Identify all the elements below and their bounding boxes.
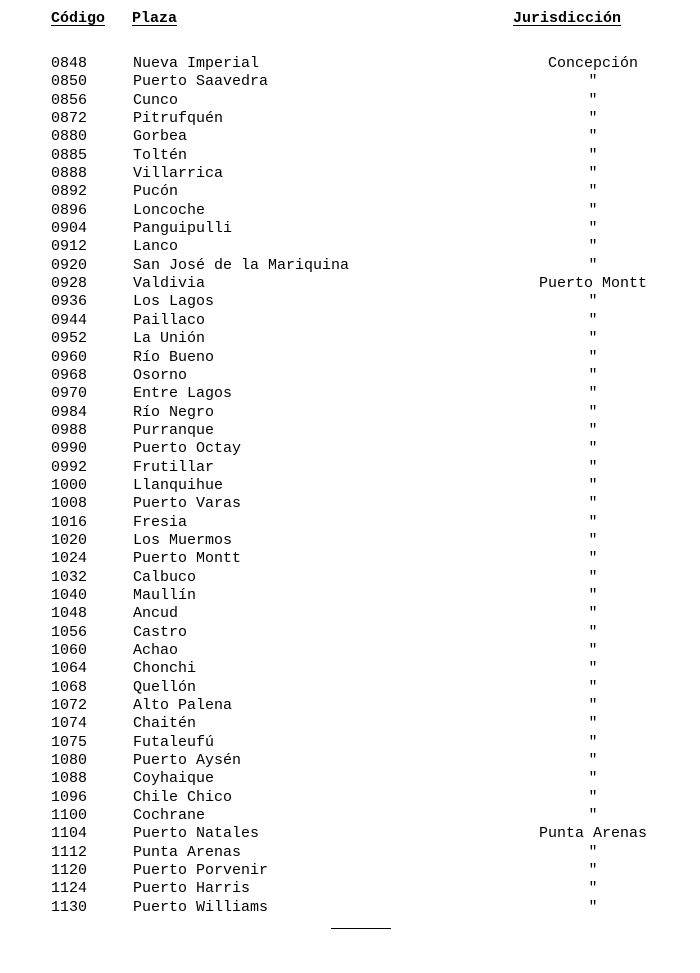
row-code: 0892 <box>51 183 88 201</box>
row-jurisdiction: " <box>588 623 598 641</box>
row-plaza: Maullín <box>133 586 197 604</box>
row-plaza: Pitrufquén <box>133 110 224 128</box>
row-code: 1048 <box>51 605 88 623</box>
row-code: 1040 <box>51 586 88 604</box>
row-plaza: Puerto Montt <box>133 550 242 568</box>
table-row <box>0 697 700 715</box>
row-plaza: Achao <box>133 642 179 659</box>
row-plaza: Río Bueno <box>133 348 215 366</box>
table-row <box>0 349 700 367</box>
row-code: 1020 <box>51 531 88 549</box>
row-jurisdiction: " <box>588 421 598 439</box>
table-row <box>0 477 700 495</box>
row-code: 0960 <box>51 348 88 366</box>
row-jurisdiction: " <box>588 183 598 201</box>
row-plaza: Lanco <box>133 238 179 256</box>
row-plaza: Loncoche <box>133 201 206 219</box>
row-code: 1080 <box>51 752 88 770</box>
table-row <box>0 183 700 201</box>
row-plaza: Valdivia <box>133 275 206 293</box>
row-jurisdiction: " <box>588 862 598 880</box>
row-code: 0872 <box>51 110 88 128</box>
row-plaza: Gorbea <box>133 128 188 146</box>
row-plaza: Río Negro <box>133 403 215 421</box>
row-code: 0936 <box>51 293 88 311</box>
row-jurisdiction: " <box>588 201 598 219</box>
row-code: 0896 <box>51 201 88 219</box>
table-row <box>0 73 700 91</box>
row-plaza: San José de la Mariquina <box>133 256 350 274</box>
row-jurisdiction: " <box>588 660 598 678</box>
table-row <box>0 679 700 697</box>
row-plaza: Ancud <box>133 605 179 623</box>
row-jurisdiction: " <box>588 550 598 568</box>
row-code: 0992 <box>51 458 88 476</box>
footer-rule <box>331 928 391 929</box>
row-plaza: Llanquihue <box>133 476 224 494</box>
row-code: 0888 <box>51 165 88 183</box>
row-jurisdiction: " <box>588 770 598 788</box>
row-code: 1112 <box>51 843 88 861</box>
row-code: 1056 <box>51 623 88 641</box>
table-row <box>0 147 700 165</box>
row-jurisdiction: Punta Arenas <box>538 825 648 843</box>
row-jurisdiction: " <box>588 458 598 476</box>
row-plaza: Castro <box>133 623 188 641</box>
table-row <box>0 165 700 183</box>
table-row <box>0 275 700 293</box>
table-row <box>0 92 700 110</box>
row-jurisdiction: " <box>588 403 598 421</box>
table-row <box>0 642 700 660</box>
row-plaza: Pucón <box>133 183 179 201</box>
table-row <box>0 55 700 73</box>
row-code: 1096 <box>51 788 88 806</box>
table-row <box>0 459 700 477</box>
row-code: 0856 <box>51 91 88 109</box>
row-plaza: Los Lagos <box>133 293 215 311</box>
row-jurisdiction: " <box>588 531 598 549</box>
row-plaza: Toltén <box>133 146 188 164</box>
table-row <box>0 385 700 403</box>
row-jurisdiction: " <box>588 73 598 91</box>
row-plaza: Nueva Imperial <box>133 55 260 72</box>
row-jurisdiction: " <box>588 440 598 458</box>
row-code: 0904 <box>51 220 88 238</box>
row-plaza: Futaleufú <box>133 733 215 751</box>
table-row <box>0 367 700 385</box>
row-code: 0970 <box>51 385 88 403</box>
row-code: 1032 <box>51 568 88 586</box>
row-jurisdiction: " <box>588 311 598 329</box>
row-plaza: Purranque <box>133 421 215 439</box>
table-body <box>0 55 700 917</box>
row-code: 1060 <box>51 642 88 659</box>
row-jurisdiction: " <box>588 128 598 146</box>
table-row <box>0 715 700 733</box>
row-jurisdiction: Concepción <box>547 55 638 72</box>
row-code: 0885 <box>51 146 88 164</box>
row-jurisdiction: " <box>588 715 598 733</box>
row-jurisdiction: " <box>588 788 598 806</box>
table-row <box>0 238 700 256</box>
table-row <box>0 293 700 311</box>
row-code: 1000 <box>51 476 88 494</box>
row-jurisdiction: " <box>588 880 598 898</box>
table-row <box>0 404 700 422</box>
row-code: 0920 <box>51 256 88 274</box>
row-plaza: Calbuco <box>133 568 197 586</box>
row-code: 0850 <box>51 73 88 91</box>
table-row <box>0 220 700 238</box>
table-row <box>0 514 700 532</box>
row-plaza: Puerto Octay <box>133 440 242 458</box>
row-code: 1120 <box>51 862 88 880</box>
table-row <box>0 605 700 623</box>
table-row <box>0 532 700 550</box>
table-row <box>0 862 700 880</box>
table-row <box>0 257 700 275</box>
header-code: Código <box>51 10 106 27</box>
row-code: 1024 <box>51 550 88 568</box>
row-code: 0968 <box>51 366 88 384</box>
row-jurisdiction: " <box>588 495 598 513</box>
table-row <box>0 807 700 825</box>
table-row <box>0 330 700 348</box>
row-plaza: Punta Arenas <box>133 843 242 861</box>
table-row <box>0 624 700 642</box>
table-row <box>0 770 700 788</box>
row-plaza: Paillaco <box>133 311 206 329</box>
row-code: 0988 <box>51 421 88 439</box>
row-jurisdiction: " <box>588 586 598 604</box>
row-code: 1074 <box>51 715 88 733</box>
row-plaza: Coyhaique <box>133 770 215 788</box>
row-plaza: Fresia <box>133 513 188 531</box>
row-code: 1016 <box>51 513 88 531</box>
table-row <box>0 569 700 587</box>
table-row <box>0 660 700 678</box>
row-plaza: Puerto Porvenir <box>133 862 269 880</box>
row-code: 0952 <box>51 330 88 348</box>
row-jurisdiction: " <box>588 91 598 109</box>
header-plaza: Plaza <box>132 10 178 27</box>
row-code: 1064 <box>51 660 88 678</box>
row-code: 1130 <box>51 898 88 916</box>
row-code: 1072 <box>51 697 88 715</box>
row-jurisdiction: " <box>588 476 598 494</box>
row-plaza: Puerto Saavedra <box>133 73 269 91</box>
row-code: 0848 <box>51 55 88 72</box>
row-plaza: Puerto Williams <box>133 898 269 916</box>
row-code: 1008 <box>51 495 88 513</box>
table-row <box>0 789 700 807</box>
row-plaza: Osorno <box>133 366 188 384</box>
table-row <box>0 752 700 770</box>
row-code: 0984 <box>51 403 88 421</box>
row-plaza: La Unión <box>133 330 206 348</box>
row-code: 0912 <box>51 238 88 256</box>
row-plaza: Puerto Natales <box>133 825 260 843</box>
table-row <box>0 128 700 146</box>
row-code: 0944 <box>51 311 88 329</box>
table-row <box>0 587 700 605</box>
row-plaza: Cochrane <box>133 807 206 825</box>
row-jurisdiction: " <box>588 256 598 274</box>
row-code: 0928 <box>51 275 88 293</box>
row-jurisdiction: " <box>588 605 598 623</box>
row-code: 0990 <box>51 440 88 458</box>
row-code: 1124 <box>51 880 88 898</box>
row-jurisdiction: " <box>588 898 598 916</box>
row-jurisdiction: " <box>588 807 598 825</box>
row-plaza: Cunco <box>133 91 179 109</box>
row-jurisdiction: " <box>588 697 598 715</box>
row-code: 0880 <box>51 128 88 146</box>
row-plaza: Villarrica <box>133 165 224 183</box>
table-row <box>0 312 700 330</box>
row-jurisdiction: " <box>588 733 598 751</box>
row-jurisdiction: " <box>588 220 598 238</box>
row-jurisdiction: Puerto Montt <box>538 275 648 293</box>
table-row <box>0 495 700 513</box>
row-code: 1075 <box>51 733 88 751</box>
row-plaza: Los Muermos <box>133 531 233 549</box>
table-row <box>0 110 700 128</box>
row-code: 1104 <box>51 825 88 843</box>
row-plaza: Alto Palena <box>133 697 233 715</box>
row-jurisdiction: " <box>588 110 598 128</box>
table-row <box>0 825 700 843</box>
row-plaza: Chonchi <box>133 660 197 678</box>
table-row <box>0 550 700 568</box>
row-code: 1068 <box>51 678 88 696</box>
table-row <box>0 844 700 862</box>
row-plaza: Puerto Varas <box>133 495 242 513</box>
row-jurisdiction: " <box>588 385 598 403</box>
row-code: 1100 <box>51 807 88 825</box>
row-jurisdiction: " <box>588 348 598 366</box>
row-code: 1088 <box>51 770 88 788</box>
row-jurisdiction: " <box>588 330 598 348</box>
row-plaza: Panguipulli <box>133 220 233 238</box>
row-plaza: Frutillar <box>133 458 215 476</box>
row-jurisdiction: " <box>588 752 598 770</box>
row-plaza: Chaitén <box>133 715 197 733</box>
row-plaza: Puerto Aysén <box>133 752 242 770</box>
table-row <box>0 899 700 917</box>
row-jurisdiction: " <box>588 568 598 586</box>
row-jurisdiction: " <box>588 293 598 311</box>
row-plaza: Chile Chico <box>133 788 233 806</box>
row-jurisdiction: " <box>588 366 598 384</box>
row-jurisdiction: " <box>588 843 598 861</box>
table-row <box>0 734 700 752</box>
row-jurisdiction: " <box>588 678 598 696</box>
row-plaza: Puerto Harris <box>133 880 251 898</box>
row-jurisdiction: " <box>588 642 598 659</box>
table-row <box>0 880 700 898</box>
table-row <box>0 202 700 220</box>
header-jurisdiction: Jurisdicción <box>513 10 622 27</box>
row-jurisdiction: " <box>588 238 598 256</box>
row-plaza: Entre Lagos <box>133 385 233 403</box>
row-jurisdiction: " <box>588 146 598 164</box>
row-plaza: Quellón <box>133 678 197 696</box>
row-jurisdiction: " <box>588 165 598 183</box>
table-row <box>0 440 700 458</box>
table-row <box>0 422 700 440</box>
row-jurisdiction: " <box>588 513 598 531</box>
